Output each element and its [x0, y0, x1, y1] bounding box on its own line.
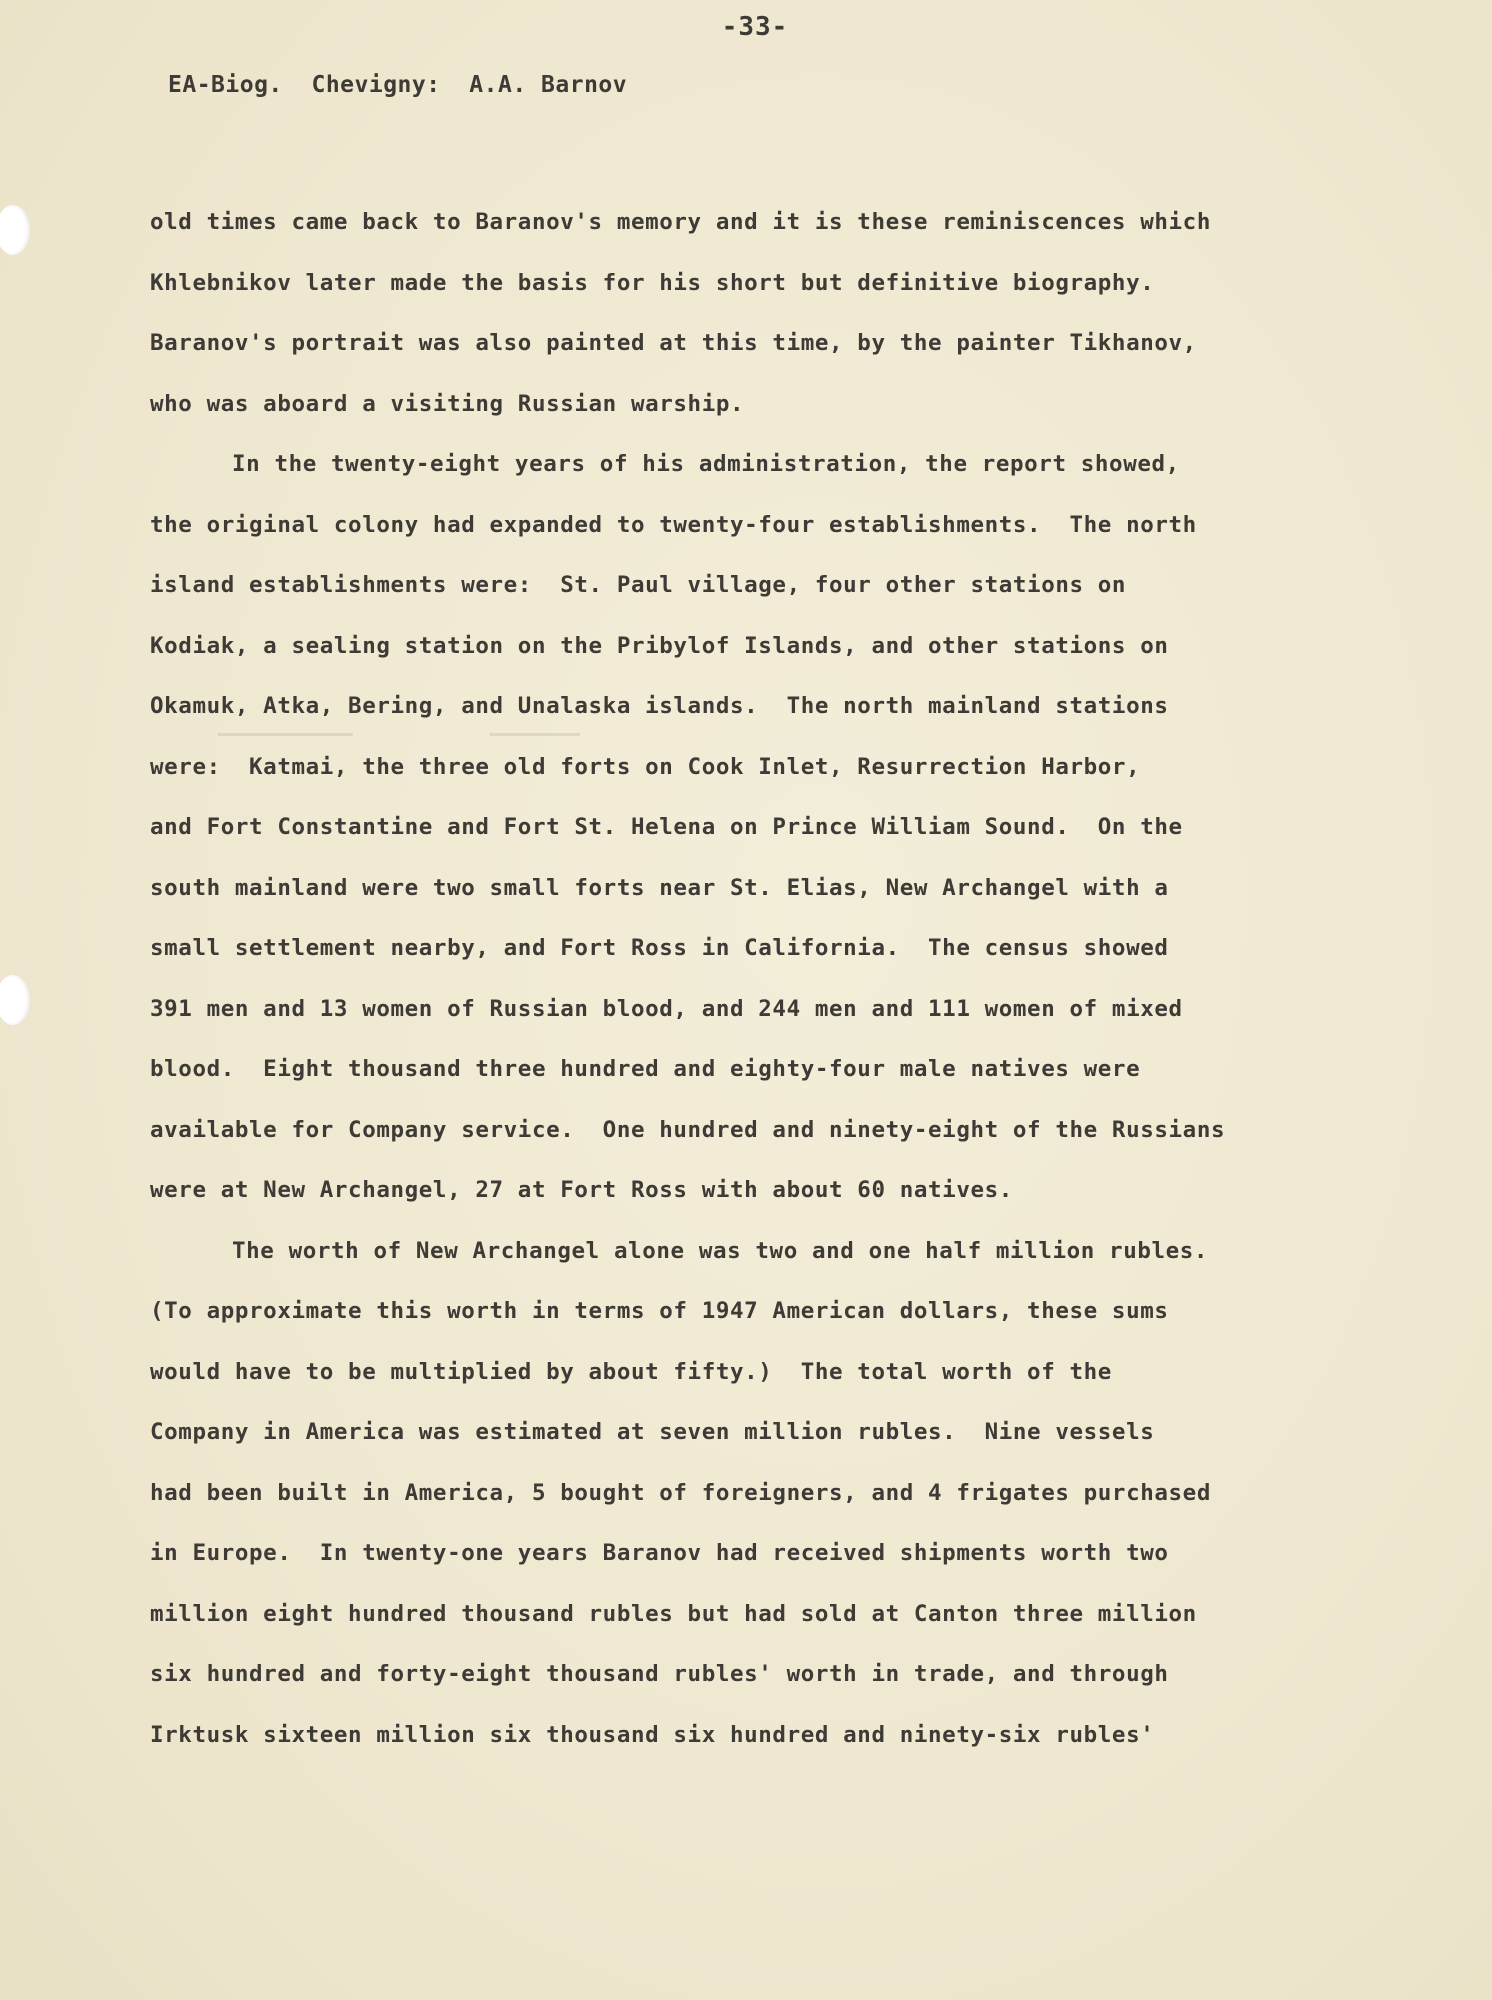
text-line: had been built in America, 5 bought of foreigners, and 4 frigates purchased	[150, 1479, 1211, 1506]
text-line: Irktusk sixteen million six thousand six hundred and ninety-six rubles'	[150, 1721, 1155, 1748]
text-line: in Europe. In twenty-one years Baranov had received shipments worth two	[150, 1540, 1169, 1566]
text-line: and Fort Constantine and Fort St. Helena on Prince William Sound. On the	[150, 814, 1183, 840]
text-line: island establishments were: St. Paul village, four other stations on	[150, 572, 1127, 598]
punch-hole-bottom	[0, 975, 30, 1025]
text-line: would have to be multiplied by about fifty.) The total worth of the	[150, 1358, 1112, 1385]
text-line: Kodiak, a sealing station on the Pribylof Islands, and other stations on	[150, 632, 1169, 659]
text-line: were: Katmai, the three old forts on Cook Inlet, Resurrection Harbor,	[150, 753, 1141, 780]
text-line: were at New Archangel, 27 at Fort Ross with about 60 natives.	[150, 1177, 1013, 1203]
text-line: small settlement nearby, and Fort Ross in California. The census showed	[150, 935, 1169, 961]
text-line: 391 men and 13 women of Russian blood, and 244 men and 111 women of mixed	[150, 995, 1183, 1022]
document-header: EA-Biog. Chevigny: A.A. Barnov	[168, 72, 628, 98]
text-line: The worth of New Archangel alone was two and one half million rubles.	[232, 1237, 1209, 1264]
text-line: Baranov's portrait was also painted at this time, by the painter Tikhanov,	[150, 330, 1197, 356]
text-line: old times came back to Baranov's memory and it is these reminiscences which	[150, 209, 1211, 235]
text-line: Okamuk, Atka, Bering, and Unalaska islands. The north mainland stations	[150, 693, 1169, 719]
text-line: blood. Eight thousand three hundred and eighty-four male natives were	[150, 1056, 1141, 1082]
text-line: Company in America was estimated at seven million rubles. Nine vessels	[150, 1419, 1155, 1445]
punch-hole-top	[0, 205, 30, 255]
text-line: who was aboard a visiting Russian warship.	[150, 390, 745, 417]
body-text	[150, 192, 1350, 1765]
text-line: the original colony had expanded to twenty-four establishments. The north	[150, 511, 1197, 538]
page-number: -33-	[721, 12, 789, 42]
text-line: Khlebnikov later made the basis for his short but definitive biography.	[150, 269, 1155, 296]
text-line: south mainland were two small forts near St. Elias, New Archangel with a	[150, 874, 1169, 901]
text-line: million eight hundred thousand rubles but had sold at Canton three million	[150, 1600, 1197, 1627]
text-line: six hundred and forty-eight thousand rubles' worth in trade, and through	[150, 1661, 1169, 1687]
text-line: (To approximate this worth in terms of 1947 American dollars, these sums	[150, 1298, 1169, 1324]
text-line: available for Company service. One hundred and ninety-eight of the Russians	[150, 1116, 1226, 1143]
text-line: In the twenty-eight years of his administration, the report showed,	[232, 451, 1180, 477]
